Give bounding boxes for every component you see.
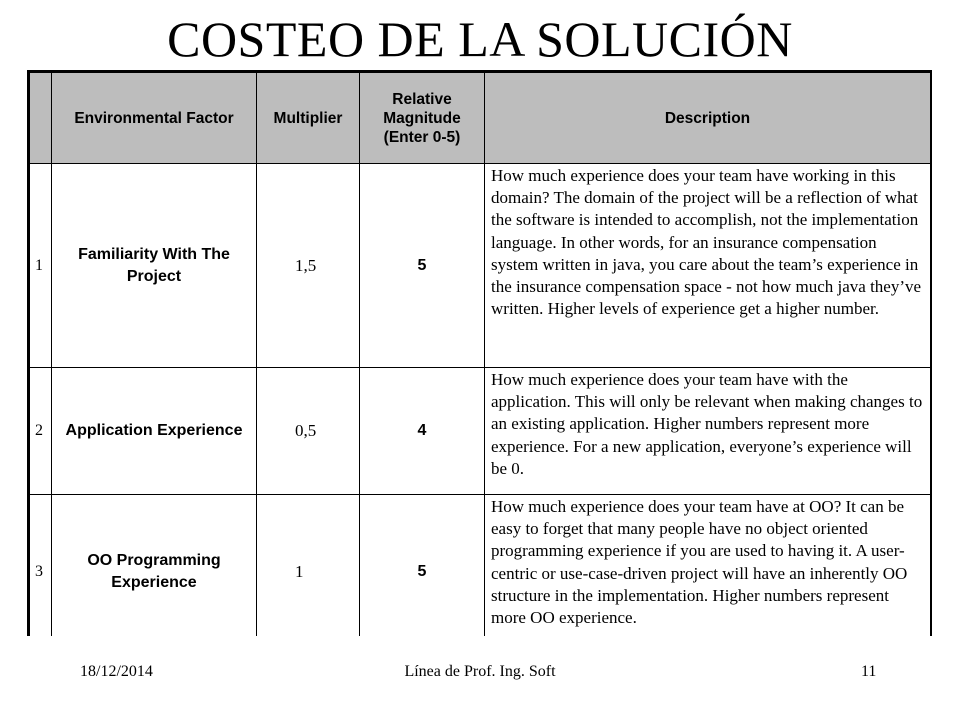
row-multiplier: 1,5	[257, 164, 360, 368]
row-multiplier: 1	[257, 495, 360, 637]
row-magnitude: 5	[360, 164, 485, 368]
header-environmental-factor: Environmental Factor	[52, 73, 257, 164]
row-factor: Application Experience	[52, 368, 257, 495]
row-factor: OO Programming Experience	[52, 495, 257, 637]
table-row	[30, 495, 931, 637]
table-row	[30, 164, 931, 368]
row-number: 3	[30, 495, 52, 637]
row-multiplier: 0,5	[257, 368, 360, 495]
row-number: 2	[30, 368, 52, 495]
row-magnitude: 4	[360, 368, 485, 495]
row-factor: Familiarity With The Project	[52, 164, 257, 368]
header-number	[30, 73, 52, 164]
header-multiplier: Multiplier	[257, 73, 360, 164]
row-description: How much experience does your team have with the application. This will only be relevant when making changes to an existing application. Higher numbers represent more experience. For a new application, everyone’s experience will be 0.	[485, 368, 931, 495]
environmental-factors-table	[27, 70, 932, 636]
row-magnitude: 5	[360, 495, 485, 637]
header-description: Description	[485, 73, 931, 164]
row-description: How much experience does your team have at OO? It can be easy to forget that many people have no object oriented programming experience if you are used to having it. A user-centric or use-case-driven project will have an inherently OO structure in the implementation. Higher numbers represent more OO experience.	[485, 495, 931, 637]
header-relative-magnitude: Relative Magnitude (Enter 0-5)	[360, 73, 485, 164]
footer-page-number: 11	[861, 663, 877, 680]
table-header-row	[30, 73, 931, 164]
row-description: How much experience does your team have working in this domain? The domain of the project will be a reflection of what the software is intended to accomplish, not the implementation language. In other words, for an insurance compensation system written in java, you care about the team’s experience in the insurance compensation space - not how much java they’ve written. Higher levels of experience get a higher number.	[485, 164, 931, 368]
footer-date: 18/12/2014	[80, 663, 153, 680]
row-number: 1	[30, 164, 52, 368]
footer-course-name: Línea de Prof. Ing. Soft	[404, 663, 556, 680]
slide-title: COSTEO DE LA SOLUCIÓN	[167, 11, 793, 67]
table-row	[30, 368, 931, 495]
